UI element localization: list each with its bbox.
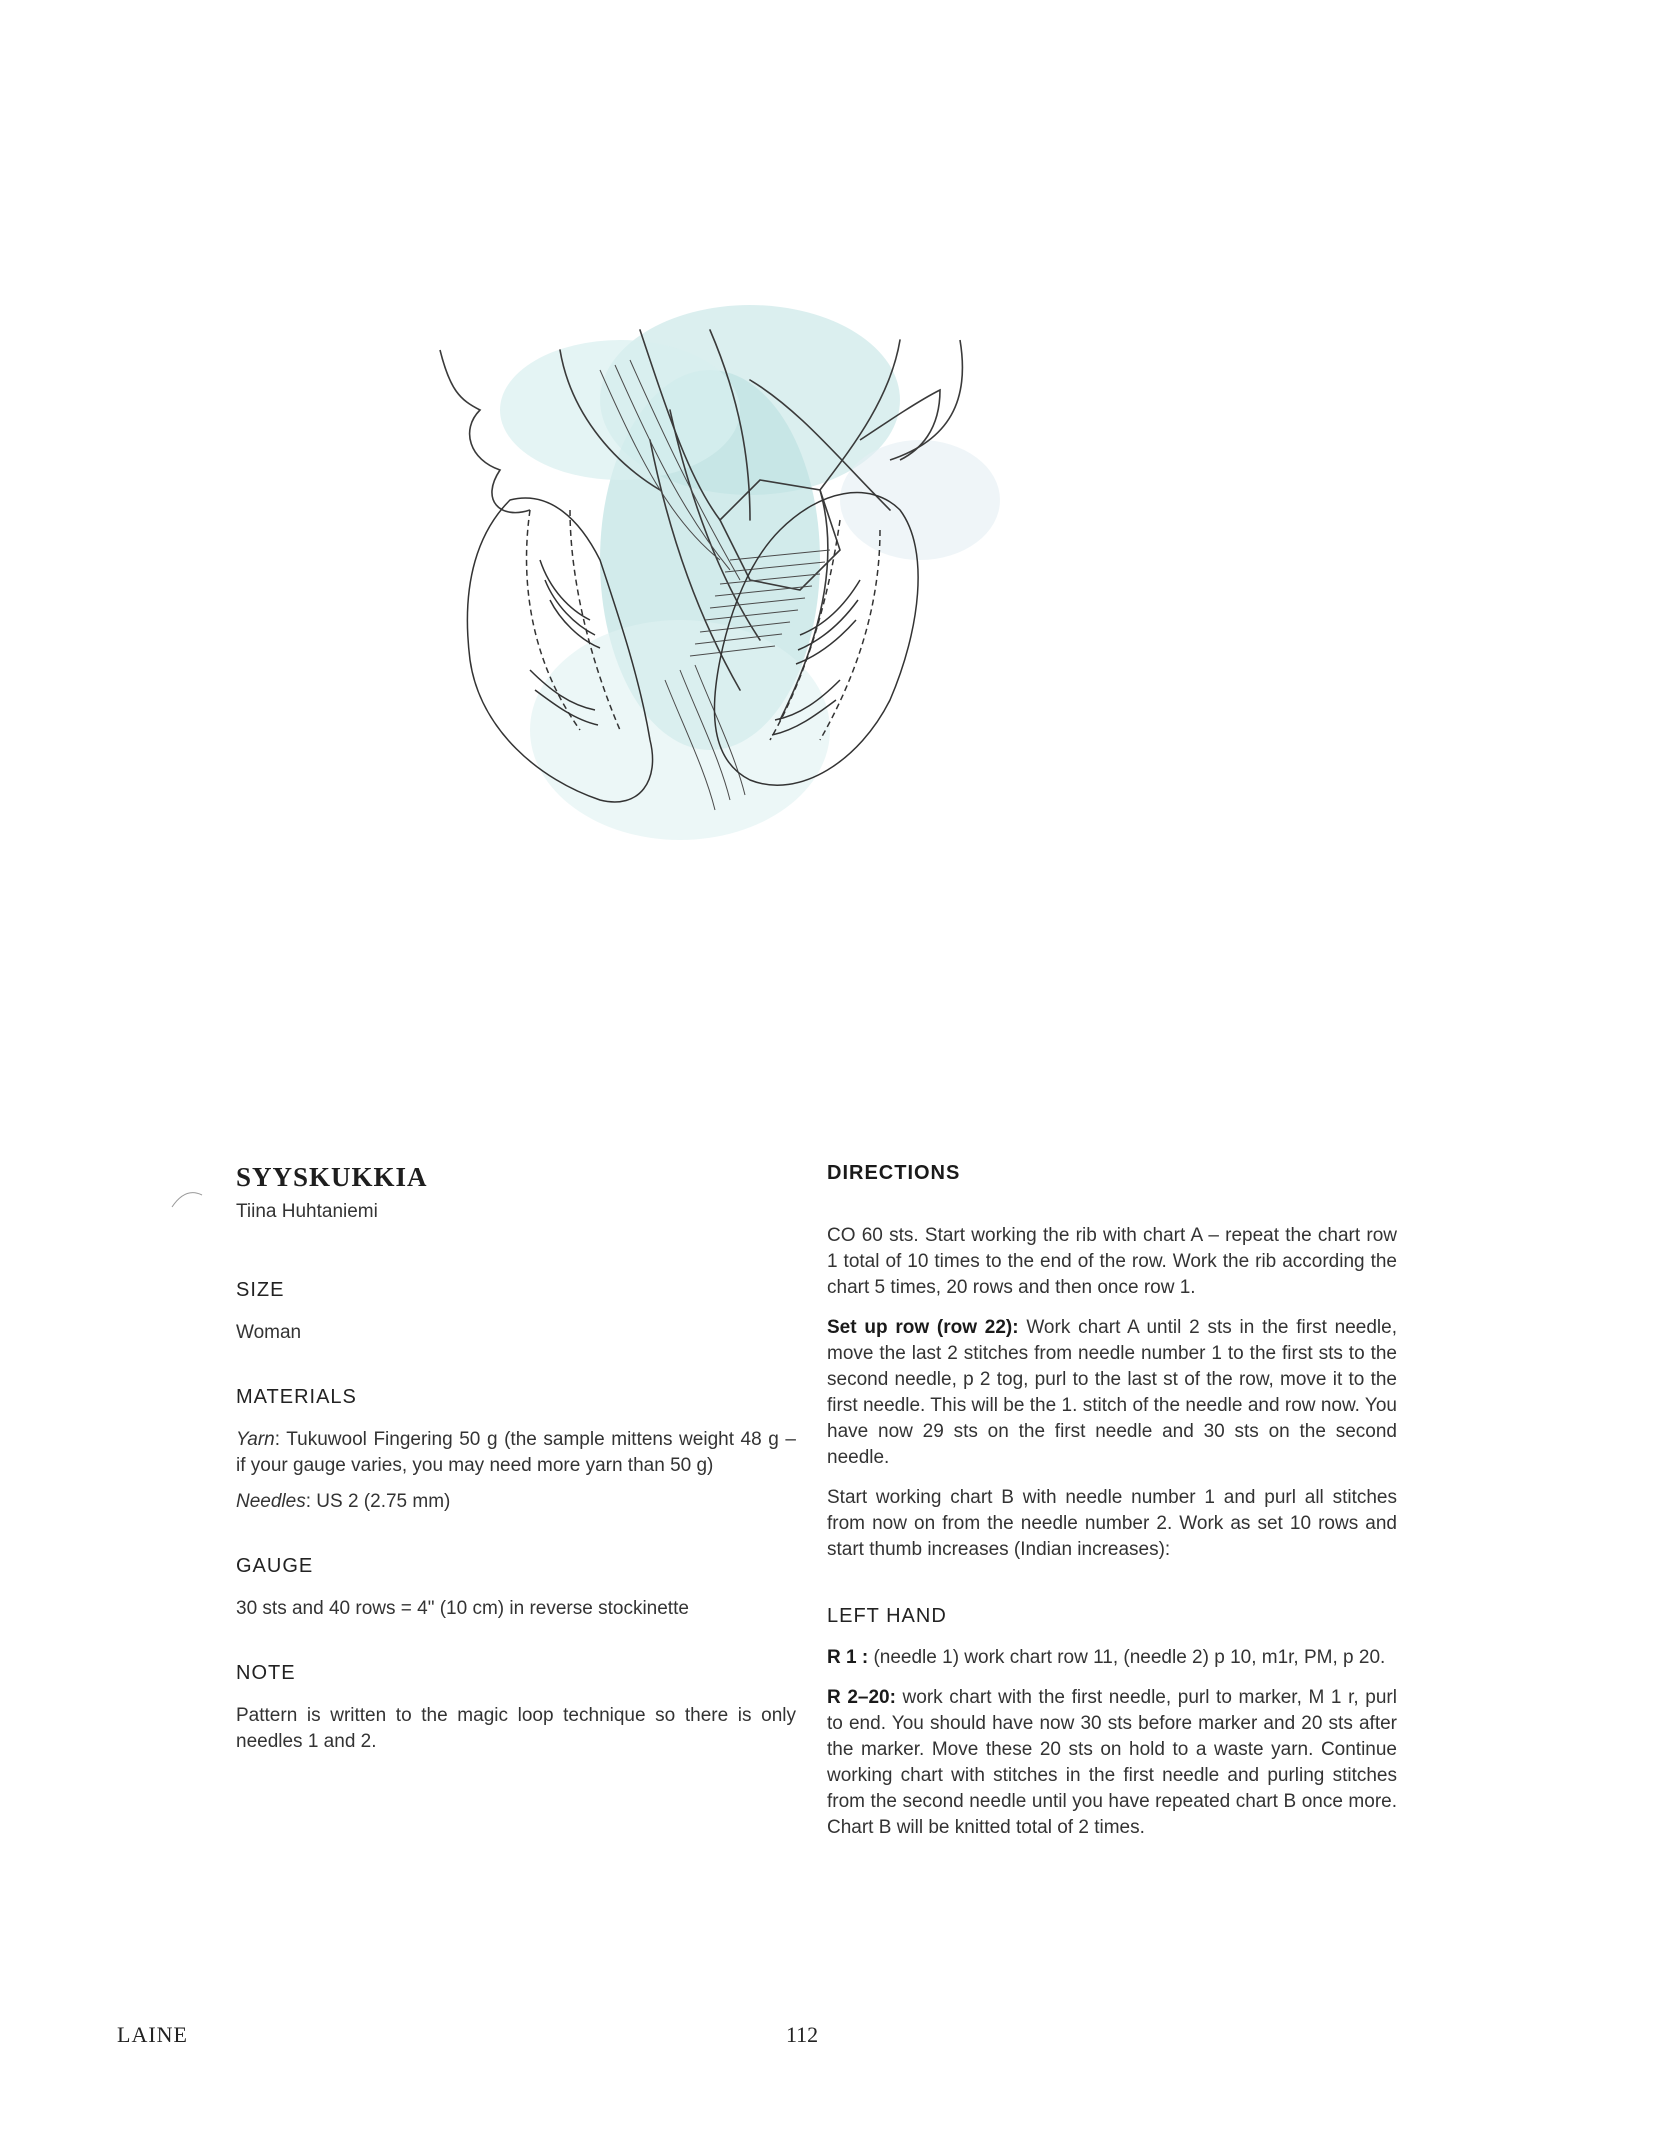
directions-column <box>827 1162 1397 1855</box>
setup-row-text: Work chart A until 2 sts in the first needle, move the last 2 stitches from needle number 1 to the first sts to the second needle, p 2 tog, purl to the last st of the row, move it to the first needle. This will be the 1. stitch of the needle and row now. You have now 29 sts on the first needle and 30 sts on the second needle. <box>827 1317 1397 1468</box>
note-value: Pattern is written to the magic loop technique so there is only needles 1 and 2. <box>236 1705 796 1752</box>
row-1-text: (needle 1) work chart row 11, (needle 2) p 10, m1r, PM, p 20. <box>868 1647 1386 1668</box>
page-number: 112 <box>786 2022 819 2047</box>
needles-text: : US 2 (2.75 mm) <box>305 1491 451 1512</box>
materials-heading: MATERIALS <box>236 1386 357 1408</box>
left-hand-row-1 <box>827 1645 1397 1671</box>
directions-paragraph-2 <box>827 1315 1397 1471</box>
size-heading: SIZE <box>236 1279 285 1301</box>
row-1-label: R 1 : <box>827 1647 869 1668</box>
pattern-info-column <box>236 1162 796 1765</box>
size-text <box>236 1320 796 1346</box>
directions-heading: DIRECTIONS <box>827 1162 961 1184</box>
pattern-author: Tiina Huhtaniemi <box>236 1201 378 1222</box>
size-value: Woman <box>236 1322 302 1343</box>
left-hand-heading: LEFT HAND <box>827 1605 947 1627</box>
gauge-heading: GAUGE <box>236 1555 314 1577</box>
left-hand-row-2-20 <box>827 1685 1397 1841</box>
needles-line <box>236 1489 796 1515</box>
row-2-20-label: R 2–20: <box>827 1687 896 1708</box>
gauge-value: 30 sts and 40 rows = 4" (10 cm) in reverse stockinette <box>236 1598 689 1619</box>
yarn-label: Yarn <box>236 1429 275 1450</box>
row-2-20-text: work chart with the first needle, purl to marker, M 1 r, purl to end. You should have now 30 sts before marker and 20 sts after the marker. Move these 20 sts on hold to a waste yarn. Continue working chart with stitches in the first needle and purling stitches from the second needle until you have repeated chart B once more. Chart B will be knitted total of 2 times. <box>827 1687 1397 1838</box>
needles-label: Needles <box>236 1491 306 1512</box>
mittens-illustration <box>420 260 1220 1050</box>
directions-paragraph-3: Start working chart B with needle number 1 and purl all stitches from now on from the needle number 2. Work as set 10 rows and start thumb increases (Indian increases): <box>827 1487 1397 1560</box>
yarn-line <box>236 1427 796 1479</box>
pattern-title: SYYSKUKKIA <box>236 1162 428 1192</box>
directions-body <box>827 1223 1397 1841</box>
note-heading: NOTE <box>236 1662 296 1684</box>
setup-row-label: Set up row (row 22): <box>827 1317 1019 1338</box>
note-text <box>236 1703 796 1755</box>
gauge-text <box>236 1596 796 1622</box>
materials-text <box>236 1427 796 1515</box>
yarn-text: : Tukuwool Fingering 50 g (the sample mittens weight 48 g – if your gauge varies, you may need more yarn than 50 g) <box>236 1429 796 1476</box>
magazine-name: LAINE <box>117 2022 188 2047</box>
pencil-mark <box>170 1185 204 1209</box>
directions-paragraph-1: CO 60 sts. Start working the rib with chart A – repeat the chart row 1 total of 10 times to the end of the row. Work the rib according the chart 5 times, 20 rows and then once row 1. <box>827 1225 1397 1298</box>
